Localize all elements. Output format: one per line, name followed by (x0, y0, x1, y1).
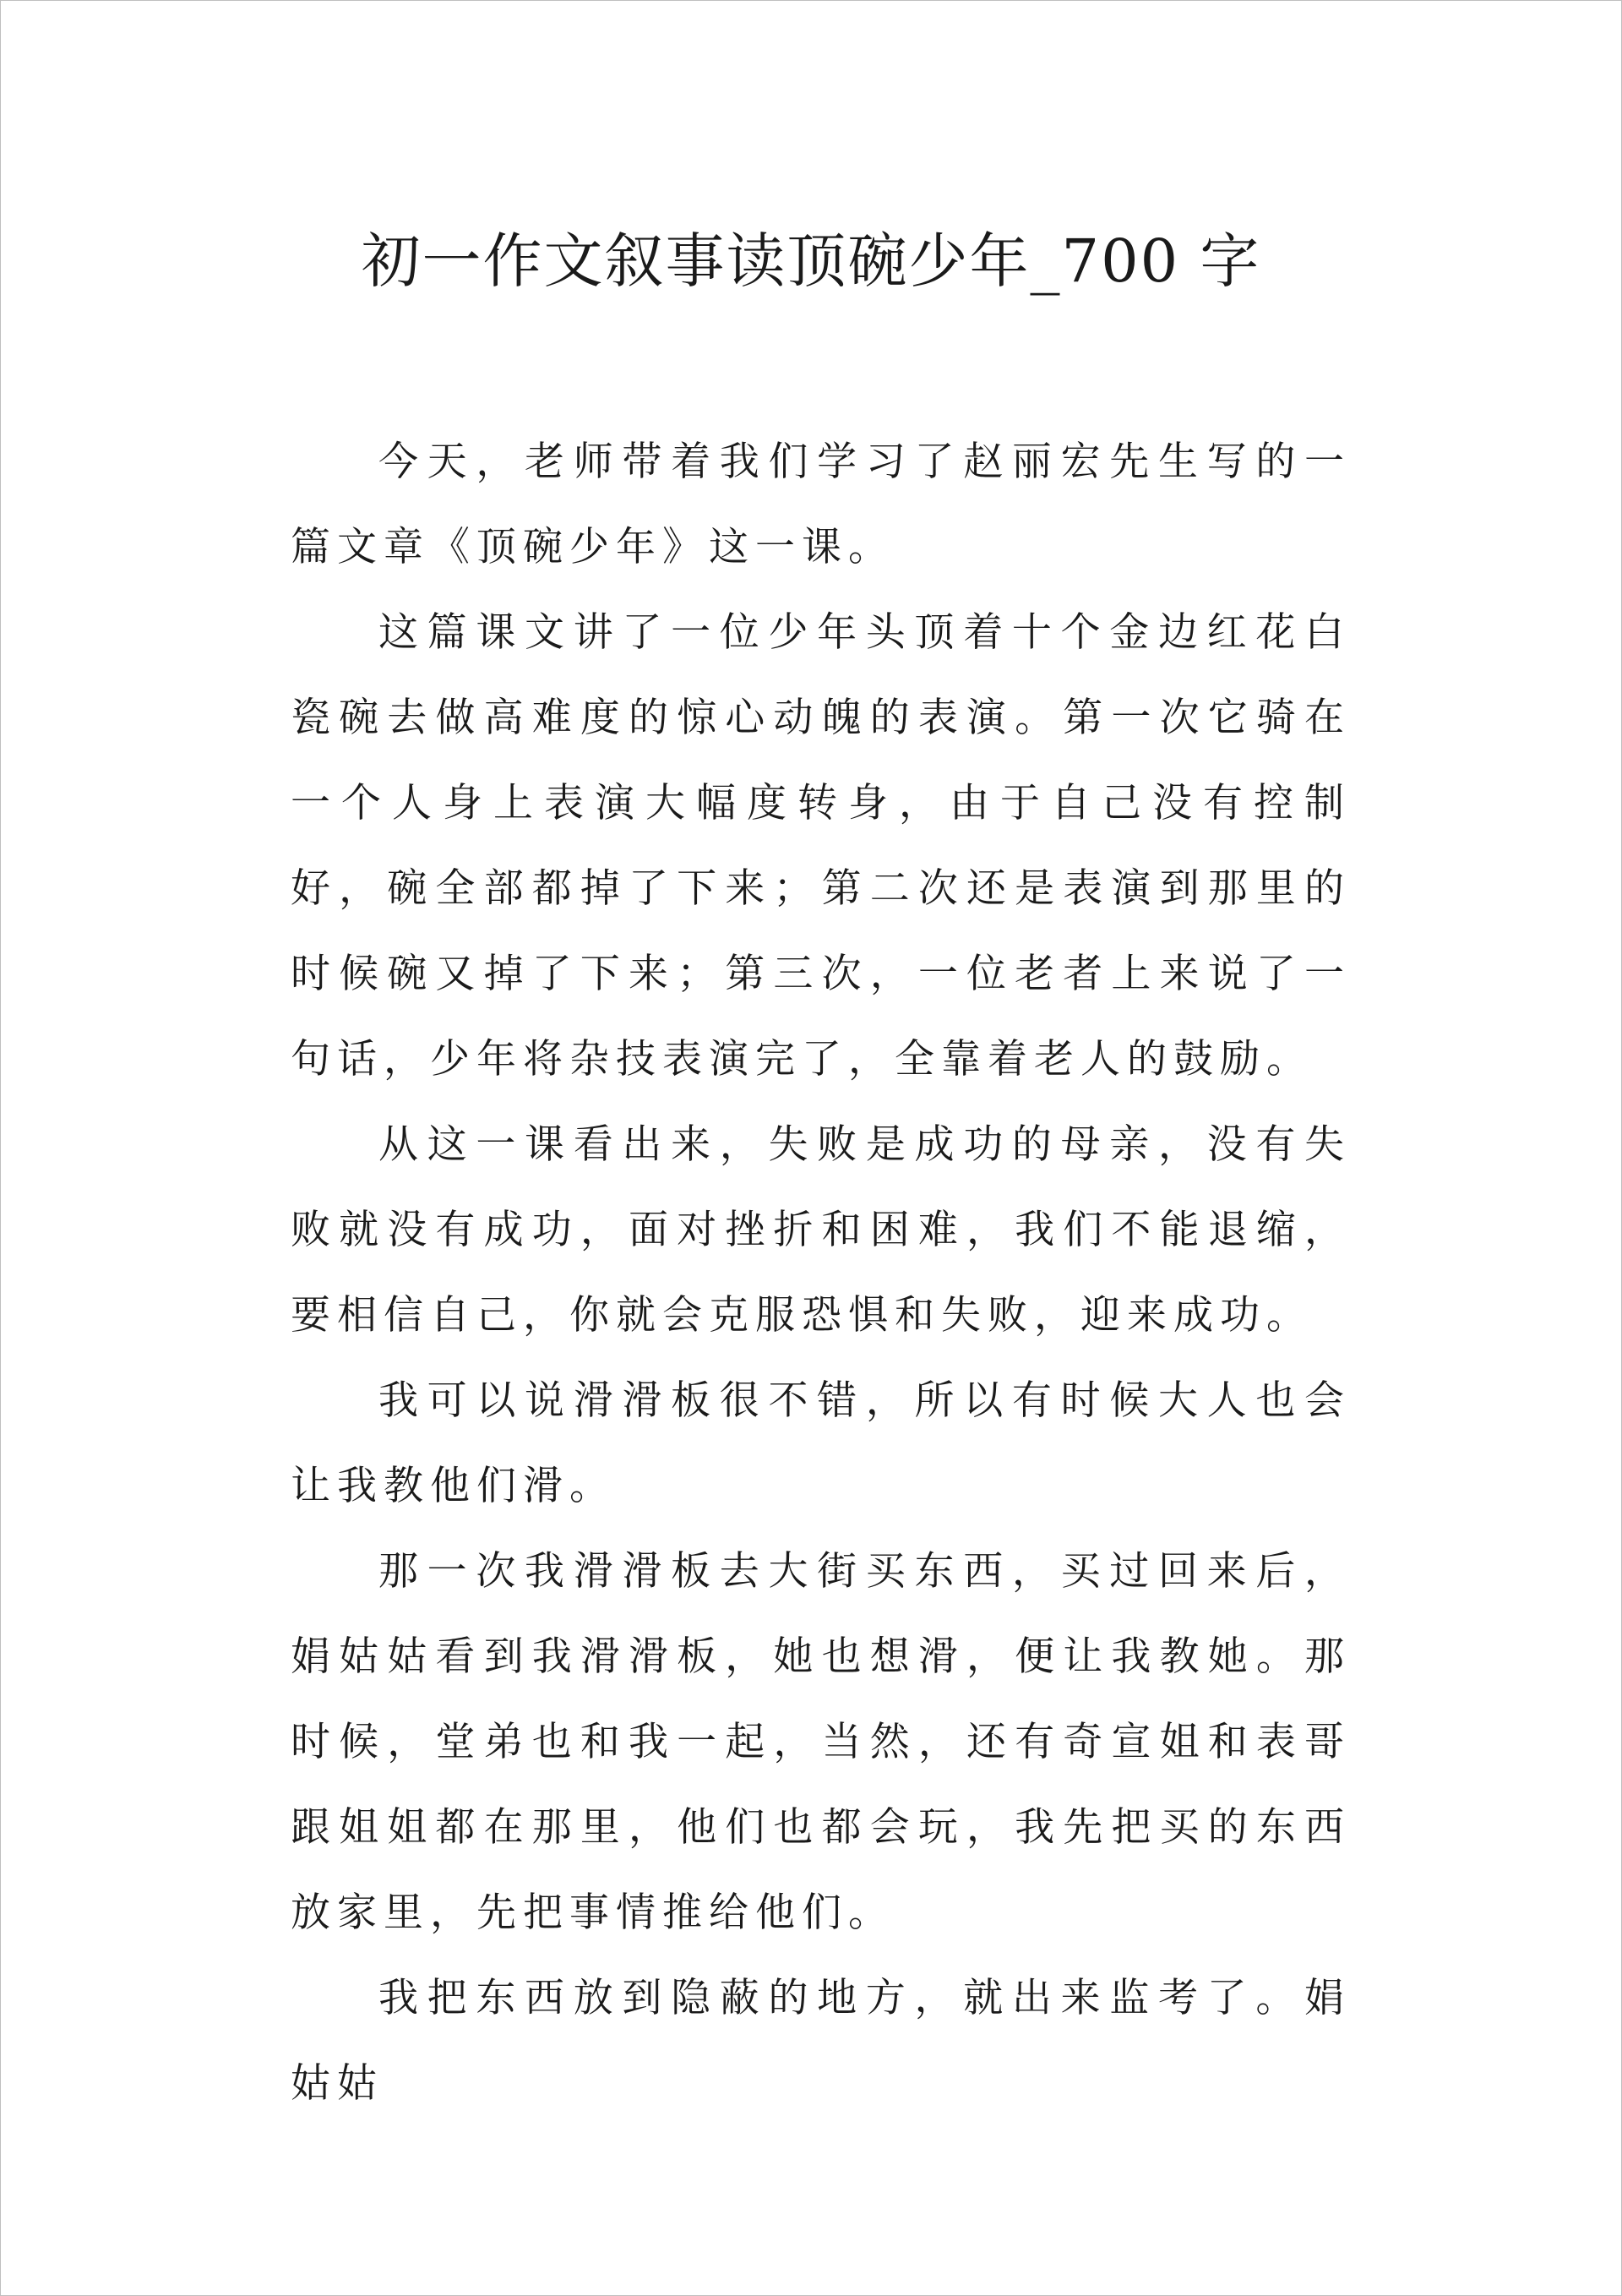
paragraph-6: 我把东西放到隐蔽的地方，就出来监考了。娟姑姑 (291, 1975, 1351, 2107)
document-body (291, 419, 1351, 2126)
paragraph-2: 这篇课文讲了一位少年头顶着十个金边红花白瓷碗去做高难度的惊心动魄的表演。第一次它骑在一个人身上表演大幅度转身，由于自己没有控制好，碗全部都掉了下来；第二次还是表演到那里的时候碗又掉了下来；第三次，一位老者上来说了一句话，少年将杂技表演完了，全靠着老人的鼓励。 (291, 609, 1351, 1083)
document-title: 初一作文叙事读顶碗少年_700 字 (361, 226, 1261, 296)
paragraph-1: 今天，老师带着我们学习了赵丽宏先生写的一篇文章《顶碗少年》这一课。 (291, 439, 1351, 570)
paragraph-5: 那一次我滑滑板去大街买东西，买过回来后，娟姑姑看到我滑滑板，她也想滑，便让我教她。那时候，堂弟也和我一起，当然，还有奇宣姐和表哥跟姐姐都在那里，他们也都会玩，我先把买的东西放家里，先把事情推给他们。 (291, 1548, 1351, 1936)
paragraph-4: 我可以说滑滑板很不错，所以有时候大人也会让我教他们滑。 (291, 1377, 1351, 1509)
paragraph-3: 从这一课看出来，失败是成功的母亲，没有失败就没有成功，面对挫折和困难，我们不能退缩，要相信自己，你就会克服恐惧和失败，迎来成功。 (291, 1121, 1351, 1339)
